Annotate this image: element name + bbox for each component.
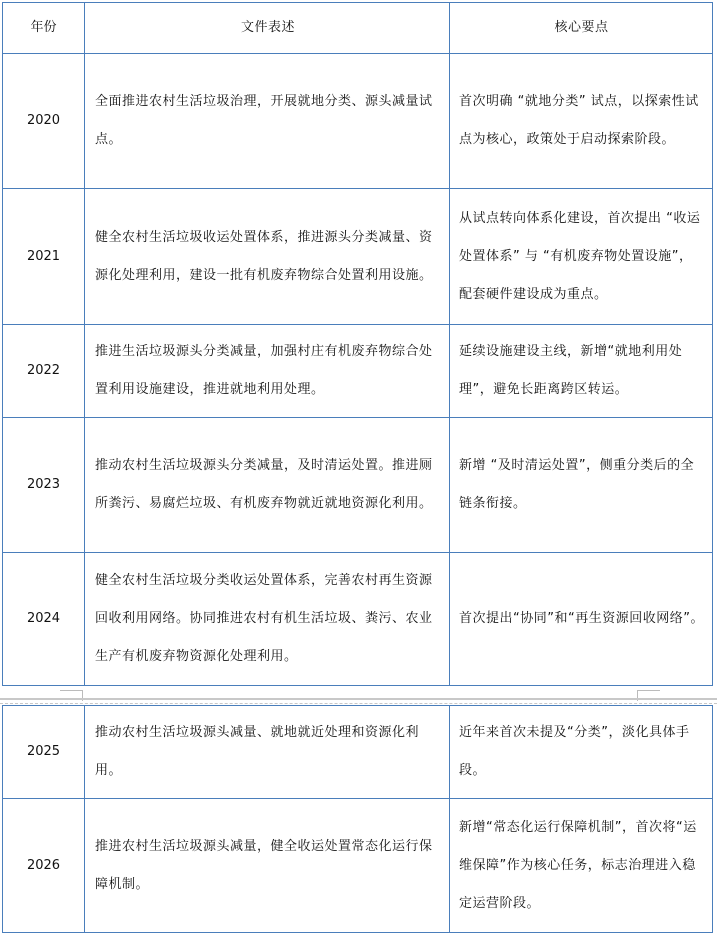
description-cell: 全面推进农村生活垃圾治理，开展就地分类、源头减量试点。 — [85, 54, 450, 189]
key-points-cell: 新增“常态化运行保障机制”，首次将“运维保障”作为核心任务，标志治理进入稳定运营阶段。 — [450, 799, 713, 933]
table-row — [3, 706, 713, 799]
description-cell: 健全农村生活垃圾分类收运处置体系，完善农村再生资源回收利用网络。协同推进农村有机生活垃圾、粪污、农业生产有机废弃物资源化处理利用。 — [85, 553, 450, 686]
year-cell: 2025 — [3, 706, 85, 799]
key-points-cell: 首次提出“协同”和“再生资源回收网络”。 — [450, 553, 713, 686]
year-cell: 2021 — [3, 189, 85, 325]
key-points-cell: 首次明确 “就地分类” 试点，以探索性试点为核心，政策处于启动探索阶段。 — [450, 54, 713, 189]
year-cell: 2024 — [3, 553, 85, 686]
year-cell: 2020 — [3, 54, 85, 189]
description-cell: 推进农村生活垃圾源头减量，健全收运处置常态化运行保障机制。 — [85, 799, 450, 933]
table-row — [3, 418, 713, 553]
table-row — [3, 799, 713, 933]
table-row — [3, 54, 713, 189]
table-row — [3, 553, 713, 686]
header-year: 年份 — [3, 3, 85, 54]
policy-table-page-1 — [2, 2, 713, 686]
table-row — [3, 189, 713, 325]
policy-table-page-2 — [2, 705, 713, 933]
key-points-cell: 近年来首次未提及“分类”，淡化具体手段。 — [450, 706, 713, 799]
key-points-cell: 新增 “及时清运处置”，侧重分类后的全链条衔接。 — [450, 418, 713, 553]
description-cell: 健全农村生活垃圾收运处置体系，推进源头分类减量、资源化处理利用，建设一批有机废弃物综合处置利用设施。 — [85, 189, 450, 325]
year-cell: 2023 — [3, 418, 85, 553]
header-description: 文件表述 — [85, 3, 450, 54]
table-row — [3, 325, 713, 418]
year-cell: 2026 — [3, 799, 85, 933]
table-header-row — [3, 3, 713, 54]
description-cell: 推动农村生活垃圾源头分类减量，及时清运处置。推进厕所粪污、易腐烂垃圾、有机废弃物就近就地资源化利用。 — [85, 418, 450, 553]
key-points-cell: 从试点转向体系化建设，首次提出 “收运处置体系” 与 “有机废弃物处置设施”，配套硬件建设成为重点。 — [450, 189, 713, 325]
description-cell: 推进生活垃圾源头分类减量，加强村庄有机废弃物综合处置利用设施建设，推进就地利用处理。 — [85, 325, 450, 418]
page-margin-line — [0, 703, 717, 704]
page-break-divider — [0, 698, 717, 700]
header-key-points: 核心要点 — [450, 3, 713, 54]
key-points-cell: 延续设施建设主线，新增“就地利用处理”，避免长距离跨区转运。 — [450, 325, 713, 418]
description-cell: 推动农村生活垃圾源头减量、就地就近处理和资源化利用。 — [85, 706, 450, 799]
year-cell: 2022 — [3, 325, 85, 418]
